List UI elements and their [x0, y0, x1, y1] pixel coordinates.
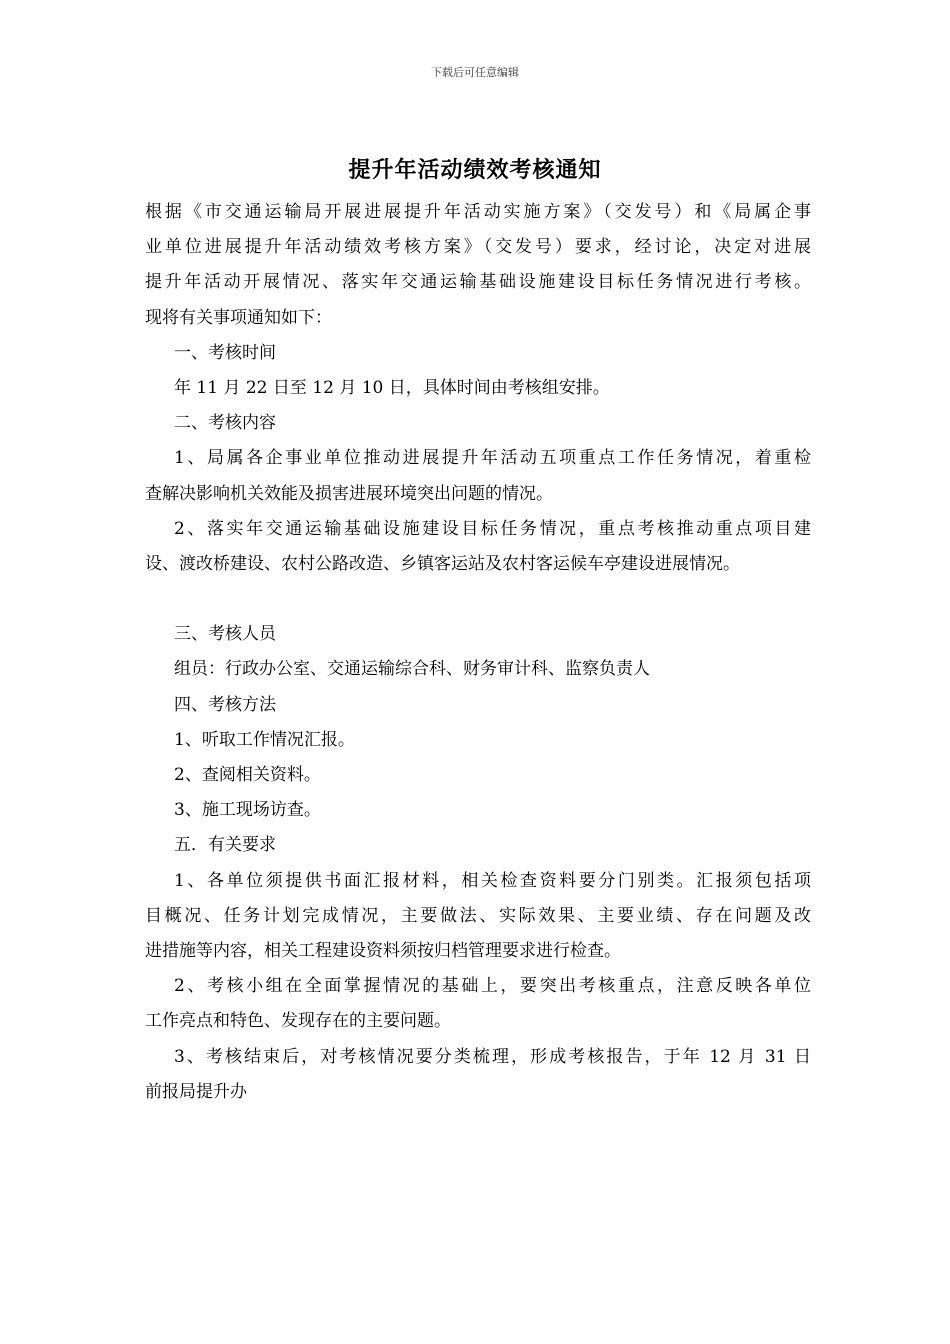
requirement-item-2: 2、考核小组在全面掌握情况的基础上，要突出考核重点，注意反映各单位 [174, 976, 811, 997]
document-body [145, 195, 811, 1110]
requirement-item-1-cont: 进措施等内容，相关工程建设资料须按归档管理要求进行检查。 [145, 940, 621, 961]
section-heading-personnel: 三、考核人员 [174, 624, 276, 645]
intro-line: 业单位进展提升年活动绩效考核方案》（交发号）要求，经讨论，决定对进展 [145, 237, 811, 258]
section-text-time: 年 11 月 22 日至 12 月 10 日，具体时间由考核组安排。 [174, 377, 610, 398]
content-item-2-cont: 设、渡改桥建设、农村公路改造、乡镇客运站及农村客运候车亭建设进展情况。 [145, 553, 740, 574]
requirement-item-3-cont: 前报局提升办 [145, 1081, 247, 1102]
intro-line: 根据《市交通运输局开展进展提升年活动实施方案》（交发号）和《局属企事 [145, 202, 811, 222]
section-heading-requirements: 五．有关要求 [174, 835, 276, 856]
method-item: 1、听取工作情况汇报。 [174, 729, 355, 750]
blank-line [145, 582, 811, 617]
requirement-item-3: 3、考核结束后，对考核情况要分类梳理，形成考核报告，于年 12 月 31 日 [174, 1046, 811, 1067]
requirement-item-2-cont: 工作亮点和特色、发现存在的主要问题。 [145, 1011, 451, 1032]
section-heading-content: 二、考核内容 [174, 413, 276, 434]
method-item: 3、施工现场访查。 [174, 800, 321, 821]
intro-line: 提升年活动开展情况、落实年交通运输基础设施建设目标任务情况进行考核。 [145, 272, 811, 293]
requirement-item-1: 1、各单位须提供书面汇报材料，相关检查资料要分门别类。汇报须包括项 [174, 870, 811, 891]
document-title: 提升年活动绩效考核通知 [348, 157, 602, 183]
section-text-personnel: 组员：行政办公室、交通运输综合科、财务审计科、监察负责人 [174, 659, 650, 680]
section-heading-time: 一、考核时间 [174, 342, 276, 363]
content-item-1-cont: 查解决影响机关效能及损害进展环境突出问题的情况。 [145, 483, 553, 504]
method-item: 2、查阅相关资料。 [174, 765, 321, 785]
content-item-2: 2、落实年交通运输基础设施建设目标任务情况，重点考核推动重点项目建 [174, 518, 811, 539]
intro-line: 现将有关事项通知如下： [145, 307, 332, 328]
section-heading-method: 四、考核方法 [174, 694, 276, 715]
content-item-1: 1、局属各企事业单位推动进展提升年活动五项重点工作任务情况，着重检 [174, 448, 811, 469]
header-note: 下载后可任意编辑 [431, 66, 519, 79]
requirement-item-1-cont: 目概况、任务计划完成情况，主要做法、实际效果、主要业绩、存在问题及改 [145, 905, 811, 926]
